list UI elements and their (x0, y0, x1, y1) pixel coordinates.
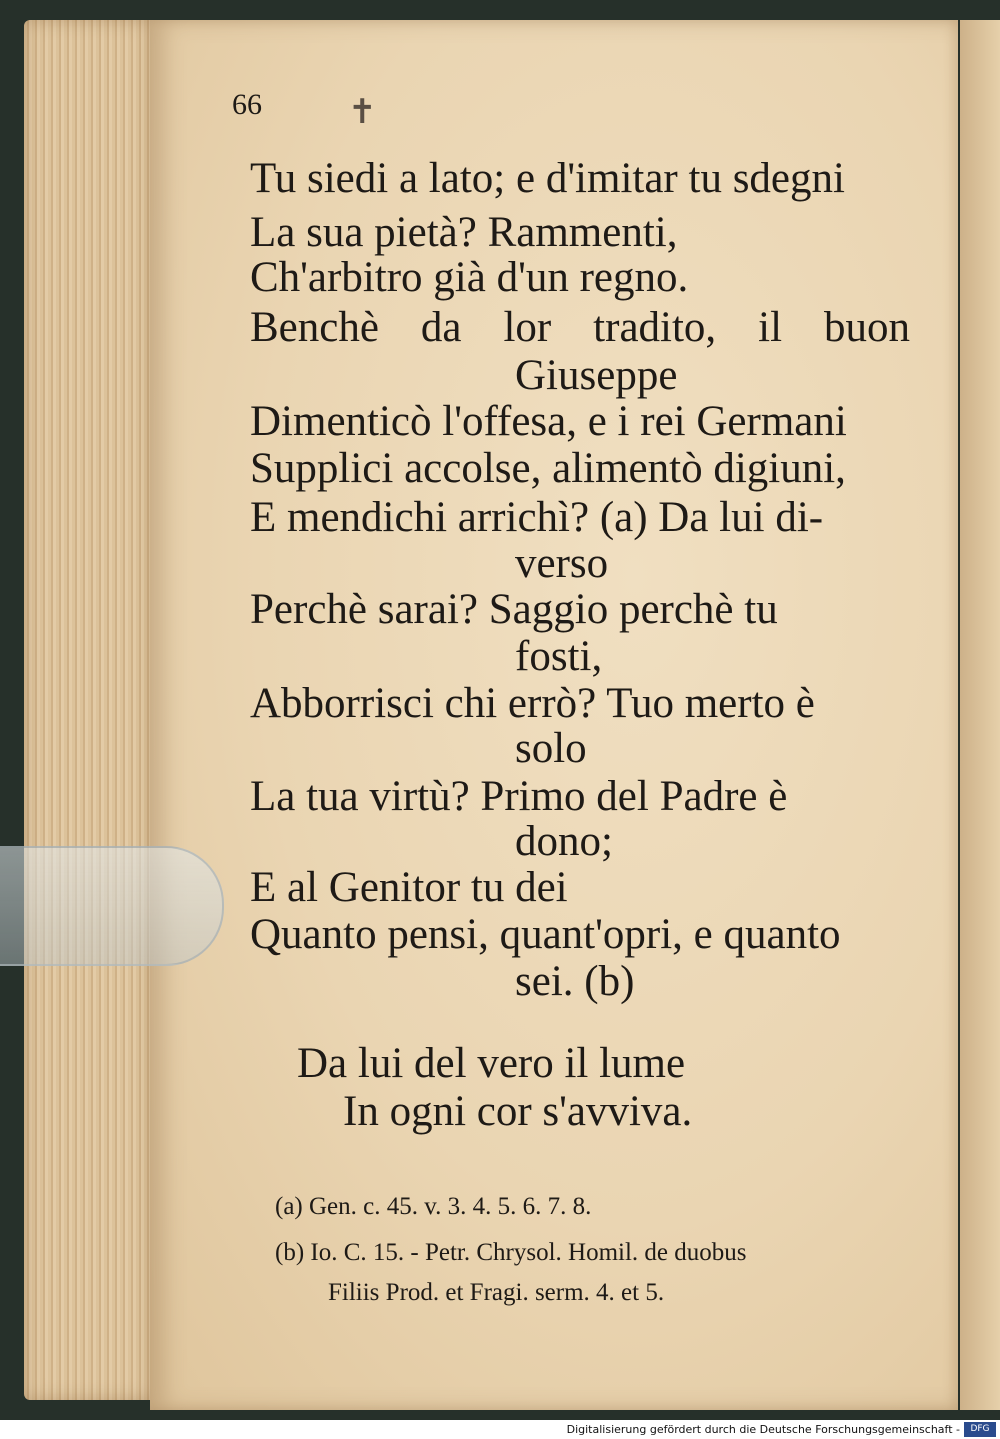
footnote-a: (a) Gen. c. 45. v. 3. 4. 5. 6. 7. 8. (275, 1193, 592, 1220)
verse-line: Ch'arbitro già d'un regno. (250, 254, 689, 301)
signature-mark: ✝ (348, 94, 377, 131)
verse-line-continuation: verso (515, 540, 609, 587)
verse-line: Quanto pensi, quant'opri, e quanto (250, 911, 841, 958)
facing-page-edge (960, 20, 1000, 1410)
page-edges-left (24, 20, 152, 1400)
footnote-b-continuation: Filiis Prod. et Fragi. serm. 4. et 5. (328, 1279, 665, 1306)
funding-credit: Digitalisierung gefördert durch die Deutsche Forschungsgemeinschaft - (566, 1423, 960, 1436)
footnote-b: (b) Io. C. 15. - Petr. Chrysol. Homil. de duobus (275, 1239, 747, 1266)
verse-line: Abborrisci chi errò? Tuo merto è (250, 680, 815, 727)
verse-line-continuation: Giuseppe (515, 352, 678, 399)
dfg-logo: DFG (964, 1422, 996, 1437)
verse-line: Perchè sarai? Saggio perchè tu (250, 586, 778, 633)
verse-line: E al Genitor tu dei (250, 864, 568, 911)
verse-line-continuation: sei. (b) (515, 958, 635, 1005)
verse-line: La tua virtù? Primo del Padre è (250, 773, 788, 820)
page-number: 66 (232, 88, 262, 121)
verse-line: E mendichi arrichì? (a) Da lui di- (250, 494, 824, 541)
verse-line: Benchè da lor tradito, il buon (250, 304, 910, 351)
verse-line: Supplici accolse, alimentò digiuni, (250, 445, 846, 492)
chorus-line: In ogni cor s'avviva. (343, 1088, 693, 1135)
verse-line-continuation: fosti, (515, 633, 603, 680)
verse-line: Dimenticò l'offesa, e i rei Germani (250, 398, 847, 445)
chorus-line: Da lui del vero il lume (297, 1040, 686, 1087)
page-holder-clip (0, 846, 224, 966)
verse-line: La sua pietà? Rammenti, (250, 209, 678, 256)
verse-line: Tu siedi a lato; e d'imitar tu sdegni (250, 155, 845, 202)
verse-line-continuation: dono; (515, 818, 613, 865)
verse-line-continuation: solo (515, 725, 587, 772)
